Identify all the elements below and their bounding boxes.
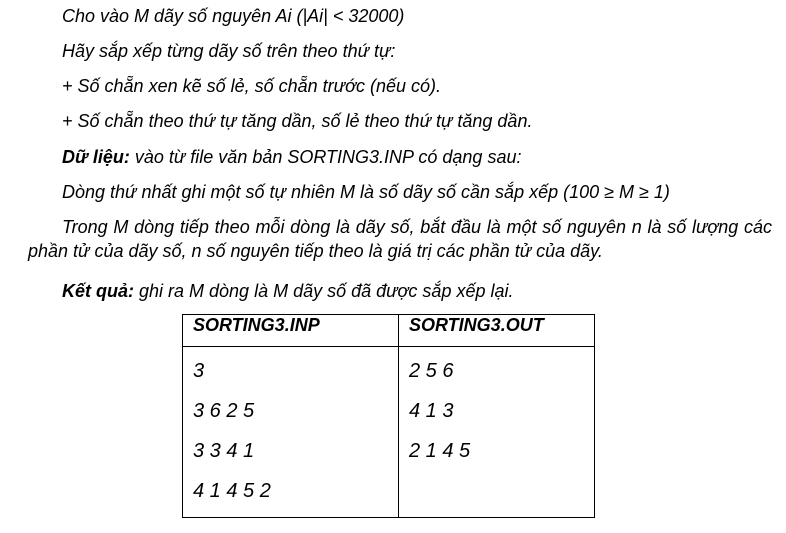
input-label: Dữ liệu:: [62, 147, 130, 167]
output-line: 4 1 3: [409, 400, 454, 422]
rule-ascending: + Số chẵn theo thứ tự tăng dần, số lẻ theo thứ tự tăng dần.: [62, 111, 533, 131]
first-line-description: Dòng thứ nhất ghi một số tự nhiên M là số dãy số cần sắp xếp (100 ≥ M ≥ 1): [62, 182, 670, 202]
output-line: 2 1 4 5: [409, 440, 471, 462]
header-input-file: SORTING3.INP: [183, 315, 399, 347]
header-output-file: SORTING3.OUT: [399, 315, 595, 347]
input-description: [28, 145, 772, 169]
example-table: [182, 314, 595, 518]
sorting-instruction: Hãy sắp xếp từng dãy số trên theo thứ tự:: [62, 41, 396, 61]
output-cell: [399, 347, 595, 518]
input-line: 3 6 2 5: [193, 400, 255, 422]
input-line: 3: [193, 360, 205, 382]
rule-alternate: + Số chẵn xen kẽ số lẻ, số chẵn trước (nếu có).: [62, 76, 441, 96]
output-description: [28, 279, 772, 303]
output-label: Kết quả:: [62, 281, 134, 301]
problem-statement: Cho vào M dãy số nguyên Ai (|Ai| < 32000): [62, 6, 405, 26]
input-line: 3 3 4 1: [193, 440, 255, 462]
output-text: ghi ra M dòng là M dãy số đã được sắp xếp lại.: [134, 281, 514, 301]
input-text: vào từ file văn bản SORTING3.INP có dạng sau:: [129, 147, 522, 167]
input-cell: [183, 347, 399, 518]
input-line: 4 1 4 5 2: [193, 480, 271, 502]
output-line: 2 5 6: [409, 360, 454, 382]
next-lines-description: Trong M dòng tiếp theo mỗi dòng là dãy số, bắt đầu là một số nguyên n là số lượng các phần tử của dãy số, n số nguyên tiếp theo là giá trị các phần tử của dãy.: [28, 217, 772, 261]
